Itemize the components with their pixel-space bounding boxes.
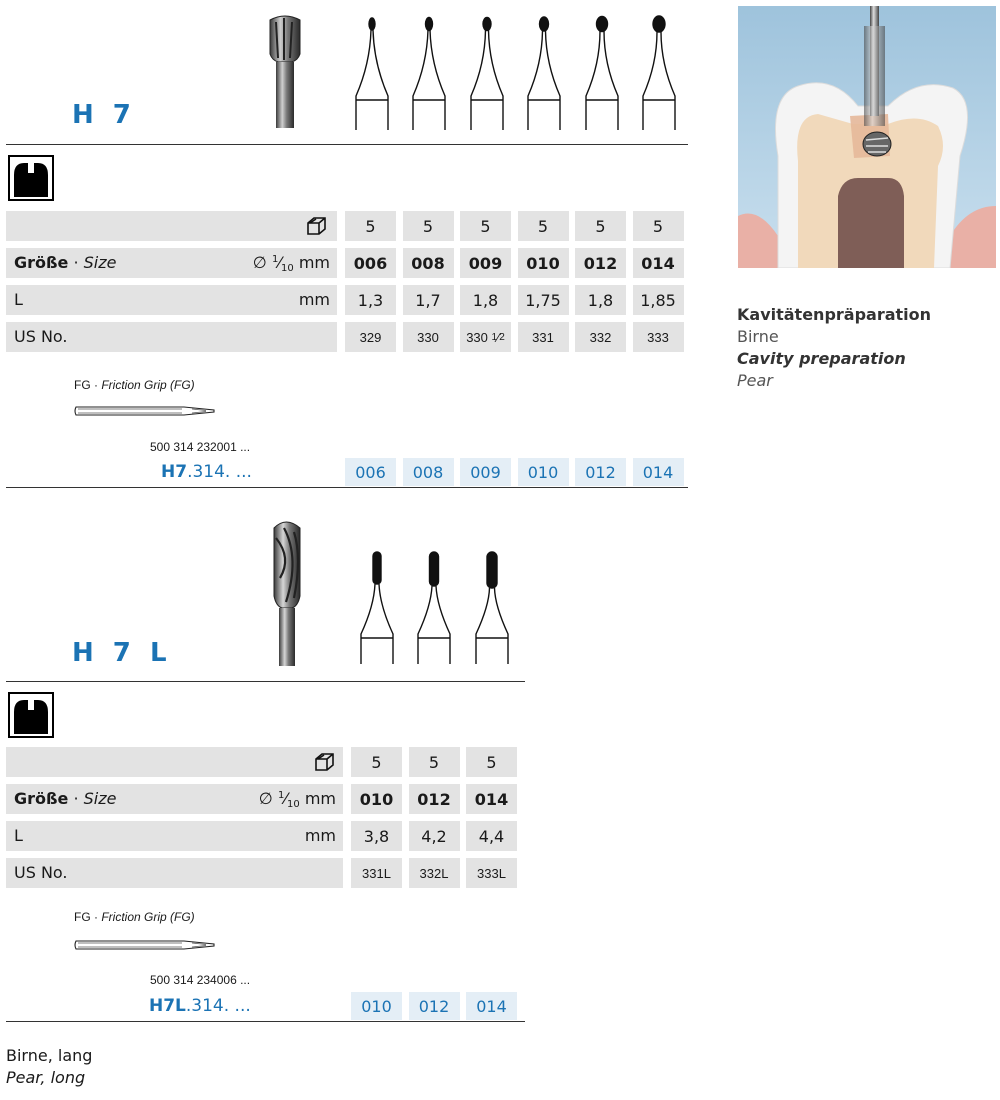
us-number-cell: 331: [518, 322, 569, 352]
description-shape-de: Birne: [737, 327, 779, 346]
shank-label: FG · Friction Grip (FG): [74, 910, 195, 924]
size-unit: ∅ $^1⁄_{10}$ mm: [258, 789, 336, 810]
us-number-cell: 332L: [409, 858, 460, 888]
size-cell: 014: [633, 248, 684, 278]
order-size-cell: 014: [466, 992, 517, 1020]
ref-number: 500 314 232001 ...: [150, 440, 251, 454]
package-icon: [304, 214, 328, 238]
fg-shank-icon: [74, 404, 218, 418]
order-size-cell: 008: [403, 458, 454, 486]
diameter-icon: ∅: [252, 253, 267, 272]
us-number-cell: 331L: [351, 858, 402, 888]
size-label: Größe · Size: [14, 253, 117, 272]
section-end-divider: [6, 1021, 525, 1022]
size-label: Größe · Size: [14, 789, 117, 808]
pack-qty-cell: 5: [518, 211, 569, 241]
us-number-cell: 329: [345, 322, 396, 352]
ref-number: 500 314 234006 ...: [150, 973, 251, 987]
pack-qty-cell: 5: [345, 211, 396, 241]
shank-label: FG · Friction Grip (FG): [74, 378, 195, 392]
pack-qty-cell: 5: [351, 747, 402, 777]
tooth-illustration: [738, 6, 996, 268]
diameter-icon: ∅: [258, 789, 273, 808]
length-unit: mm: [298, 290, 330, 309]
pack-row-bg: [6, 747, 343, 777]
fg-shank-icon: [74, 938, 218, 952]
size-unit: ∅ $^1⁄_{10}$ mm: [252, 253, 330, 274]
length-cell: 1,85: [633, 285, 684, 315]
bur-photo: [262, 518, 312, 666]
length-cell: 1,8: [460, 285, 511, 315]
size-cell: 010: [351, 784, 402, 814]
pack-qty-cell: 5: [575, 211, 626, 241]
order-code: H7.314. ...: [161, 462, 252, 482]
order-size-cell: 006: [345, 458, 396, 486]
section-divider: [6, 144, 688, 145]
order-size-cell: 012: [409, 992, 460, 1020]
size-cell: 014: [466, 784, 517, 814]
us-number-cell: 332: [575, 322, 626, 352]
cavity-class-icon: [8, 155, 54, 201]
length-unit: mm: [304, 826, 336, 845]
footer-de: Birne, lang: [6, 1046, 93, 1065]
us-number-cell: 330: [403, 322, 454, 352]
order-size-cell: 014: [633, 458, 684, 486]
us-label: US No.: [14, 327, 68, 346]
pack-qty-cell: 5: [460, 211, 511, 241]
size-cell: 006: [345, 248, 396, 278]
order-size-cell: 010: [351, 992, 402, 1020]
order-code: H7L.314. ...: [149, 996, 251, 1016]
description-shape-en: Pear: [737, 371, 773, 390]
size-cell: 012: [409, 784, 460, 814]
pack-qty-cell: 5: [633, 211, 684, 241]
bur-photo: [262, 14, 308, 128]
size-cell: 010: [518, 248, 569, 278]
us-number-cell: 330 1 ⁄ 2: [460, 322, 511, 352]
product-title: H 7 L: [72, 638, 172, 668]
size-cell: 008: [403, 248, 454, 278]
size-cell: 009: [460, 248, 511, 278]
length-cell: 4,4: [466, 821, 517, 851]
size-cell: 012: [575, 248, 626, 278]
length-cell: 1,8: [575, 285, 626, 315]
cavity-class-icon: [8, 692, 54, 738]
package-icon: [312, 750, 336, 774]
size-outlines: [340, 14, 700, 130]
order-size-cell: 010: [518, 458, 569, 486]
pack-qty-cell: 5: [409, 747, 460, 777]
pack-row-bg: [6, 211, 337, 241]
length-cell: 1,3: [345, 285, 396, 315]
us-number-cell: 333: [633, 322, 684, 352]
order-size-cell: 009: [460, 458, 511, 486]
length-label: L: [14, 826, 23, 845]
length-cell: 4,2: [409, 821, 460, 851]
product-title: H 7: [72, 100, 136, 130]
us-number-cell: 333L: [466, 858, 517, 888]
order-size-cell: 012: [575, 458, 626, 486]
section-divider: [6, 681, 525, 682]
footer-en: Pear, long: [6, 1068, 86, 1087]
description: [737, 304, 931, 392]
size-outlines: [340, 550, 540, 664]
length-cell: 1,75: [518, 285, 569, 315]
section-end-divider: [6, 487, 688, 488]
description-title-en: Cavity preparation: [737, 349, 906, 368]
length-cell: 3,8: [351, 821, 402, 851]
footer-description: [6, 1045, 92, 1089]
description-title-de: Kavitätenpräparation: [737, 305, 932, 324]
pack-qty-cell: 5: [466, 747, 517, 777]
length-label: L: [14, 290, 23, 309]
length-cell: 1,7: [403, 285, 454, 315]
pack-qty-cell: 5: [403, 211, 454, 241]
us-label: US No.: [14, 863, 68, 882]
